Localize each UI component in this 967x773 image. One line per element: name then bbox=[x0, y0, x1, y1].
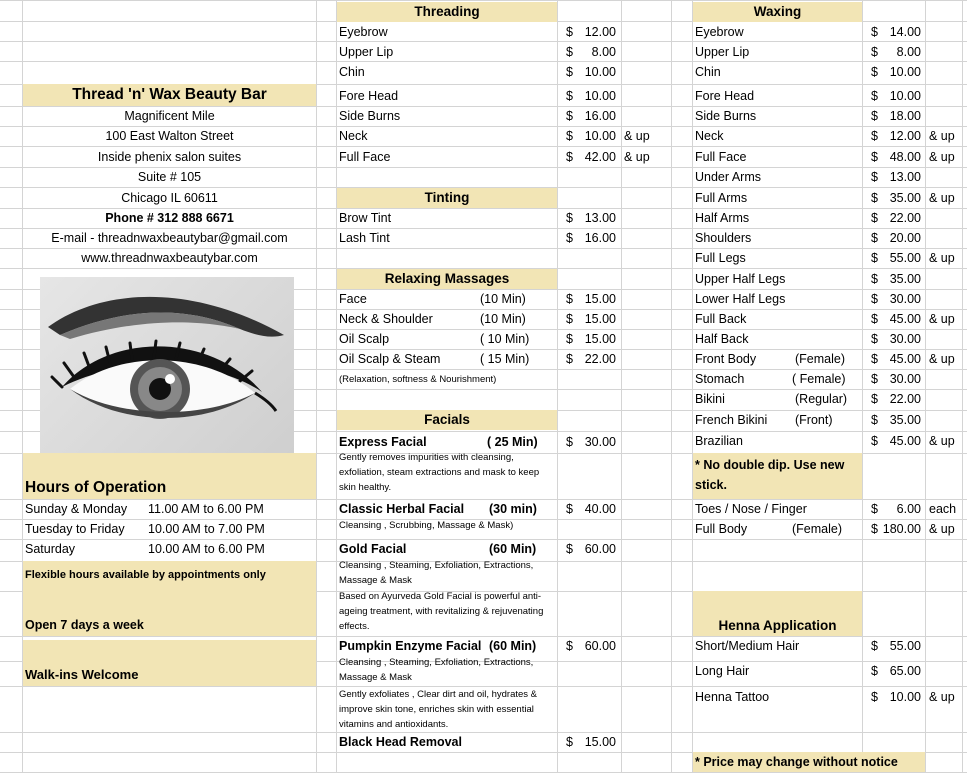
waxing-item-price bbox=[863, 289, 925, 309]
waxing-item-qualifier bbox=[795, 329, 861, 349]
threading-item-note bbox=[624, 22, 670, 42]
waxing-item-qualifier: ( Female) bbox=[792, 372, 846, 386]
currency: $ bbox=[871, 231, 878, 245]
price-value: 15.00 bbox=[584, 292, 616, 306]
tinting-header: Tinting bbox=[337, 188, 557, 208]
business-name-cell bbox=[23, 84, 316, 106]
waxing-item-qualifier bbox=[795, 86, 861, 106]
price-value: 8.00 bbox=[896, 45, 921, 59]
waxing-item-note bbox=[929, 269, 965, 289]
massage-item-price bbox=[558, 349, 620, 369]
price-value: 65.00 bbox=[889, 664, 921, 678]
business-email[interactable]: E-mail - threadnwaxbeautybar@gmail.com bbox=[51, 231, 288, 245]
currency: $ bbox=[566, 292, 573, 306]
waxing-item-name: Neck bbox=[695, 129, 724, 143]
henna-name-2: Henna Tattoo bbox=[695, 690, 770, 704]
toes-note: each bbox=[929, 502, 957, 516]
waxing-item-price bbox=[863, 86, 925, 106]
waxing-item-qualifier bbox=[795, 431, 861, 451]
threading-item-note bbox=[624, 42, 670, 62]
waxing-item-price bbox=[863, 329, 925, 349]
waxing-item-price bbox=[863, 167, 925, 187]
price-value: 12.00 bbox=[889, 129, 921, 143]
currency: $ bbox=[871, 372, 878, 386]
express-facial-desc: Gently removes impurities with cleansing, exfoliation, steam extractions and mask to keep skin healthy. bbox=[339, 452, 540, 493]
waxing-item-note: & up bbox=[929, 129, 955, 143]
hours-days-2: Saturday bbox=[25, 542, 76, 556]
currency: $ bbox=[566, 129, 573, 143]
hours-flexible: Flexible hours available by appointments only bbox=[25, 569, 266, 581]
threading-item-name: Side Burns bbox=[339, 109, 401, 123]
price-value: 42.00 bbox=[584, 150, 616, 164]
threading-item-price bbox=[558, 42, 620, 62]
waxing-item-qualifier bbox=[795, 228, 861, 248]
gold-facial-price bbox=[558, 539, 620, 559]
currency: $ bbox=[566, 435, 573, 449]
herbal-facial-duration: (30 min) bbox=[489, 502, 537, 516]
threading-item-price bbox=[558, 22, 620, 42]
threading-item-note: & up bbox=[624, 150, 650, 164]
grid-line bbox=[671, 0, 672, 773]
waxing-item-qualifier bbox=[795, 147, 861, 167]
currency: $ bbox=[566, 502, 573, 516]
grid-line bbox=[0, 0, 967, 1]
waxing-item-qualifier bbox=[795, 248, 861, 268]
waxing-item-price bbox=[863, 248, 925, 268]
currency: $ bbox=[566, 89, 573, 103]
pumpkin-facial-desc2: Gently exfoliates , Clear dirt and oil, hydrates & improve skin tone, enriches skin with essential vitamins and antioxidants. bbox=[339, 689, 538, 730]
price-value: 8.00 bbox=[591, 45, 616, 59]
currency: $ bbox=[566, 25, 573, 39]
currency: $ bbox=[871, 25, 878, 39]
waxing-item-note bbox=[929, 228, 965, 248]
waxing-item-qualifier bbox=[795, 208, 861, 228]
massage-item-price bbox=[558, 289, 620, 309]
waxing-item-note bbox=[929, 62, 965, 82]
waxing-item-name: Bikini bbox=[695, 392, 725, 406]
fullbody-qual: (Female) bbox=[792, 522, 843, 536]
price-value: 40.00 bbox=[584, 502, 616, 516]
price-value: 13.00 bbox=[889, 170, 921, 184]
waxing-item-name: Eyebrow bbox=[695, 25, 744, 39]
waxing-item-qualifier: (Regular) bbox=[795, 392, 848, 406]
currency: $ bbox=[871, 352, 878, 366]
price-value: 13.00 bbox=[584, 211, 616, 225]
price-value: 35.00 bbox=[889, 413, 921, 427]
waxing-item-name: Chin bbox=[695, 65, 721, 79]
footer-note: * Price may change without notice bbox=[695, 755, 898, 769]
currency: $ bbox=[871, 522, 878, 536]
price-value: 22.00 bbox=[889, 392, 921, 406]
currency: $ bbox=[871, 664, 878, 678]
grid-line bbox=[621, 0, 622, 773]
tinting-item-price bbox=[558, 208, 620, 228]
massage-item-duration: ( 10 Min) bbox=[480, 332, 530, 346]
currency: $ bbox=[871, 434, 878, 448]
threading-item-name: Eyebrow bbox=[339, 25, 388, 39]
waxing-item-name: Half Back bbox=[695, 332, 749, 346]
price-value: 10.00 bbox=[584, 65, 616, 79]
eye-icon bbox=[40, 277, 294, 453]
price-value: 48.00 bbox=[889, 150, 921, 164]
hours-walkins: Walk-ins Welcome bbox=[25, 667, 139, 682]
price-value: 55.00 bbox=[889, 251, 921, 265]
waxing-item-name: Full Face bbox=[695, 150, 747, 164]
currency: $ bbox=[566, 150, 573, 164]
tinting-item-price bbox=[558, 228, 620, 248]
waxing-item-price bbox=[863, 106, 925, 126]
currency: $ bbox=[566, 312, 573, 326]
currency: $ bbox=[871, 690, 878, 704]
waxing-item-qualifier bbox=[795, 188, 861, 208]
henna-note-2: & up bbox=[929, 690, 955, 704]
currency: $ bbox=[566, 109, 573, 123]
tinting-item-name: Brow Tint bbox=[339, 211, 392, 225]
business-street: 100 East Walton Street bbox=[105, 129, 234, 143]
waxing-item-note bbox=[929, 329, 965, 349]
price-value: 30.00 bbox=[889, 332, 921, 346]
hours-time-1: 10.00 AM to 7.00 PM bbox=[148, 522, 265, 536]
business-inside: Inside phenix salon suites bbox=[97, 150, 242, 164]
price-value: 30.00 bbox=[889, 292, 921, 306]
waxing-item-qualifier: (Front) bbox=[795, 413, 833, 427]
massage-item-name: Oil Scalp bbox=[339, 332, 390, 346]
double-dip-note: * No double dip. Use new stick. bbox=[695, 458, 845, 492]
waxing-item-note bbox=[929, 42, 965, 62]
business-phone: Phone # 312 888 6671 bbox=[105, 211, 234, 225]
grid-line bbox=[925, 0, 926, 773]
price-value: 10.00 bbox=[889, 65, 921, 79]
massage-item-price bbox=[558, 329, 620, 349]
hours-time-0: 11.00 AM to 6.00 PM bbox=[148, 502, 264, 516]
business-suite: Suite # 105 bbox=[137, 170, 202, 184]
fullbody-note: & up bbox=[929, 522, 955, 536]
waxing-item-note bbox=[929, 167, 965, 187]
currency: $ bbox=[871, 89, 878, 103]
currency: $ bbox=[871, 292, 878, 306]
price-value: 60.00 bbox=[584, 542, 616, 556]
waxing-item-note: & up bbox=[929, 434, 955, 448]
currency: $ bbox=[566, 735, 573, 749]
hours-time-2: 10.00 AM to 6.00 PM bbox=[148, 542, 265, 556]
threading-item-note bbox=[624, 86, 670, 106]
henna-price-1 bbox=[863, 661, 925, 681]
waxing-item-price bbox=[863, 147, 925, 167]
waxing-item-price bbox=[863, 208, 925, 228]
price-value: 22.00 bbox=[889, 211, 921, 225]
massages-header: Relaxing Massages bbox=[337, 269, 557, 289]
price-value: 16.00 bbox=[584, 231, 616, 245]
waxing-item-note bbox=[929, 208, 965, 228]
waxing-item-note: & up bbox=[929, 191, 955, 205]
blackhead-name: Black Head Removal bbox=[339, 735, 462, 749]
flexible-cell bbox=[23, 561, 316, 591]
fullbody-price bbox=[863, 519, 925, 539]
pumpkin-facial-price bbox=[558, 636, 620, 656]
waxing-item-name: Lower Half Legs bbox=[695, 292, 786, 306]
waxing-item-name: Stomach bbox=[695, 372, 745, 386]
threading-item-note: & up bbox=[624, 129, 650, 143]
threading-item-note bbox=[624, 106, 670, 126]
threading-item-price bbox=[558, 106, 620, 126]
waxing-item-note bbox=[929, 86, 965, 106]
waxing-item-price bbox=[863, 389, 925, 409]
currency: $ bbox=[871, 639, 878, 653]
currency: $ bbox=[871, 272, 878, 286]
waxing-item-qualifier bbox=[795, 167, 861, 187]
currency: $ bbox=[871, 109, 878, 123]
herbal-facial-price bbox=[558, 499, 620, 519]
open-cell bbox=[23, 591, 316, 636]
currency: $ bbox=[871, 332, 878, 346]
waxing-header: Waxing bbox=[693, 2, 862, 22]
price-value: 10.00 bbox=[889, 89, 921, 103]
gold-facial-desc2: Based on Ayurveda Gold Facial is powerful anti-ageing treatment, with revitalizing & rejuvenating effects. bbox=[339, 591, 544, 632]
massage-item-name: Neck & Shoulder bbox=[339, 312, 433, 326]
currency: $ bbox=[871, 65, 878, 79]
waxing-item-name: Brazilian bbox=[695, 434, 743, 448]
waxing-item-qualifier: (Female) bbox=[795, 352, 846, 366]
price-value: 45.00 bbox=[889, 312, 921, 326]
pumpkin-facial-duration: (60 Min) bbox=[489, 639, 537, 653]
hours-days-1: Tuesday to Friday bbox=[25, 522, 125, 536]
currency: $ bbox=[871, 45, 878, 59]
waxing-item-qualifier bbox=[795, 62, 861, 82]
waxing-item-name: Front Body bbox=[695, 352, 757, 366]
waxing-item-qualifier bbox=[795, 309, 861, 329]
currency: $ bbox=[566, 45, 573, 59]
business-name: Thread 'n' Wax Beauty Bar bbox=[72, 86, 267, 103]
massage-item-duration: ( 15 Min) bbox=[480, 352, 530, 366]
henna-name-0: Short/Medium Hair bbox=[695, 639, 800, 653]
price-value: 55.00 bbox=[889, 639, 921, 653]
price-value: 45.00 bbox=[889, 352, 921, 366]
waxing-item-note: & up bbox=[929, 352, 955, 366]
currency: $ bbox=[566, 65, 573, 79]
blackhead-price bbox=[558, 732, 620, 752]
price-value: 15.00 bbox=[584, 312, 616, 326]
waxing-item-note bbox=[929, 106, 965, 126]
waxing-item-price bbox=[863, 369, 925, 389]
waxing-item-price bbox=[863, 42, 925, 62]
herbal-facial-desc: Cleansing , Scrubbing, Massage & Mask) bbox=[339, 520, 514, 531]
hours-open: Open 7 days a week bbox=[25, 618, 144, 632]
gold-facial-desc: Cleansing , Steaming, Exfoliation, Extractions, Massage & Mask bbox=[339, 560, 534, 586]
waxing-item-price bbox=[863, 228, 925, 248]
waxing-item-name: French Bikini bbox=[695, 413, 768, 427]
massage-item-name: Oil Scalp & Steam bbox=[339, 352, 441, 366]
threading-item-name: Fore Head bbox=[339, 89, 399, 103]
waxing-item-price bbox=[863, 188, 925, 208]
currency: $ bbox=[871, 413, 878, 427]
price-value: 18.00 bbox=[889, 109, 921, 123]
currency: $ bbox=[871, 150, 878, 164]
footer-note-cell bbox=[693, 752, 925, 772]
grid-line bbox=[336, 0, 337, 773]
waxing-item-qualifier bbox=[795, 289, 861, 309]
henna-header-cell bbox=[693, 591, 862, 636]
massage-item-name: Face bbox=[339, 292, 367, 306]
waxing-item-note bbox=[929, 410, 965, 430]
currency: $ bbox=[566, 352, 573, 366]
massage-item-duration: (10 Min) bbox=[480, 312, 526, 326]
gold-facial-name: Gold Facial bbox=[339, 542, 407, 556]
waxing-item-qualifier bbox=[795, 126, 861, 146]
price-value: 10.00 bbox=[584, 89, 616, 103]
waxing-item-note bbox=[929, 22, 965, 42]
threading-item-name: Full Face bbox=[339, 150, 391, 164]
massage-item-price bbox=[558, 309, 620, 329]
currency: $ bbox=[871, 170, 878, 184]
grid-line bbox=[692, 0, 693, 773]
tinting-item-name: Lash Tint bbox=[339, 231, 390, 245]
currency: $ bbox=[871, 312, 878, 326]
waxing-item-name: Upper Lip bbox=[695, 45, 750, 59]
massage-item-duration: (10 Min) bbox=[480, 292, 526, 306]
price-value: 60.00 bbox=[584, 639, 616, 653]
currency: $ bbox=[566, 231, 573, 245]
waxing-item-note: & up bbox=[929, 251, 955, 265]
waxing-item-price bbox=[863, 269, 925, 289]
facials-header: Facials bbox=[337, 410, 557, 430]
waxing-item-price bbox=[863, 309, 925, 329]
express-facial-price bbox=[558, 432, 620, 452]
massages-note: (Relaxation, softness & Nourishment) bbox=[339, 374, 497, 385]
waxing-item-note: & up bbox=[929, 150, 955, 164]
price-value: 180.00 bbox=[882, 522, 921, 536]
price-value: 6.00 bbox=[896, 502, 921, 516]
threading-item-price bbox=[558, 86, 620, 106]
hours-title-cell bbox=[23, 453, 316, 499]
waxing-item-qualifier bbox=[795, 42, 861, 62]
threading-item-name: Upper Lip bbox=[339, 45, 394, 59]
waxing-item-price bbox=[863, 62, 925, 82]
threading-item-price bbox=[558, 62, 620, 82]
price-value: 15.00 bbox=[584, 332, 616, 346]
double-dip-cell bbox=[693, 453, 862, 499]
price-value: 45.00 bbox=[889, 434, 921, 448]
pumpkin-facial-desc: Cleansing , Steaming, Exfoliation, Extractions, Massage & Mask bbox=[339, 657, 534, 683]
gold-facial-duration: (60 Min) bbox=[489, 542, 537, 556]
threading-header: Threading bbox=[337, 2, 557, 22]
waxing-item-price bbox=[863, 410, 925, 430]
hours-title: Hours of Operation bbox=[25, 479, 167, 496]
henna-name-1: Long Hair bbox=[695, 664, 750, 678]
waxing-item-name: Full Arms bbox=[695, 191, 748, 205]
waxing-item-name: Full Back bbox=[695, 312, 747, 326]
waxing-item-qualifier bbox=[795, 106, 861, 126]
waxing-item-note: & up bbox=[929, 312, 955, 326]
price-value: 30.00 bbox=[889, 372, 921, 386]
waxing-item-name: Fore Head bbox=[695, 89, 755, 103]
waxing-item-name: Shoulders bbox=[695, 231, 752, 245]
currency: $ bbox=[871, 191, 878, 205]
currency: $ bbox=[871, 251, 878, 265]
waxing-item-price bbox=[863, 431, 925, 451]
eye-illustration bbox=[40, 277, 294, 453]
waxing-item-note bbox=[929, 389, 965, 409]
currency: $ bbox=[871, 392, 878, 406]
waxing-item-note bbox=[929, 369, 965, 389]
fullbody-name: Full Body bbox=[695, 522, 748, 536]
waxing-item-qualifier bbox=[795, 22, 861, 42]
price-value: 15.00 bbox=[584, 735, 616, 749]
price-value: 14.00 bbox=[889, 25, 921, 39]
henna-price-0 bbox=[863, 636, 925, 656]
toes-name: Toes / Nose / Finger bbox=[695, 502, 807, 516]
waxing-item-price bbox=[863, 126, 925, 146]
currency: $ bbox=[566, 211, 573, 225]
pumpkin-facial-name: Pumpkin Enzyme Facial bbox=[339, 639, 482, 653]
express-facial-name: Express Facial bbox=[339, 435, 427, 449]
price-value: 30.00 bbox=[584, 435, 616, 449]
business-area: Magnificent Mile bbox=[124, 109, 215, 123]
price-value: 35.00 bbox=[889, 191, 921, 205]
threading-item-price bbox=[558, 147, 620, 167]
currency: $ bbox=[566, 542, 573, 556]
currency: $ bbox=[566, 332, 573, 346]
express-facial-duration: ( 25 Min) bbox=[487, 435, 538, 449]
waxing-item-note bbox=[929, 289, 965, 309]
henna-header: Henna Application bbox=[718, 618, 837, 633]
waxing-item-price bbox=[863, 349, 925, 369]
threading-item-price bbox=[558, 126, 620, 146]
price-value: 35.00 bbox=[889, 272, 921, 286]
price-value: 10.00 bbox=[584, 129, 616, 143]
threading-item-note bbox=[624, 62, 670, 82]
waxing-item-name: Under Arms bbox=[695, 170, 761, 184]
threading-item-name: Neck bbox=[339, 129, 368, 143]
currency: $ bbox=[871, 129, 878, 143]
toes-price bbox=[863, 499, 925, 519]
waxing-item-name: Side Burns bbox=[695, 109, 757, 123]
hours-days-0: Sunday & Monday bbox=[25, 502, 128, 516]
waxing-item-name: Half Arms bbox=[695, 211, 750, 225]
price-value: 16.00 bbox=[584, 109, 616, 123]
currency: $ bbox=[566, 639, 573, 653]
business-website[interactable]: www.threadnwaxbeautybar.com bbox=[81, 251, 258, 265]
waxing-item-name: Full Legs bbox=[695, 251, 746, 265]
grid-line bbox=[316, 0, 317, 773]
waxing-item-qualifier bbox=[795, 269, 861, 289]
price-value: 10.00 bbox=[889, 690, 921, 704]
price-value: 20.00 bbox=[889, 231, 921, 245]
waxing-item-price bbox=[863, 22, 925, 42]
business-city: Chicago IL 60611 bbox=[121, 191, 218, 205]
price-value: 22.00 bbox=[584, 352, 616, 366]
currency: $ bbox=[871, 502, 878, 516]
herbal-facial-name: Classic Herbal Facial bbox=[339, 502, 465, 516]
price-value: 12.00 bbox=[584, 25, 616, 39]
currency: $ bbox=[871, 211, 878, 225]
threading-item-name: Chin bbox=[339, 65, 365, 79]
henna-price-2 bbox=[863, 687, 925, 707]
waxing-item-name: Upper Half Legs bbox=[695, 272, 786, 286]
walkins-cell bbox=[23, 640, 316, 686]
